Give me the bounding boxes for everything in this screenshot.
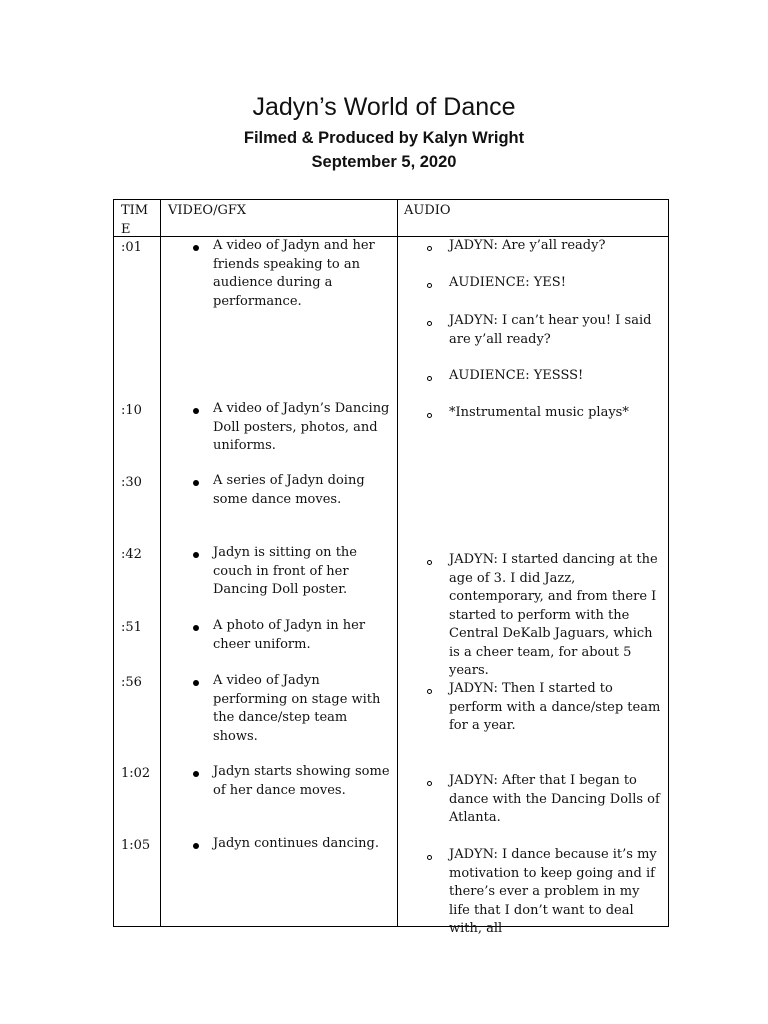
bullet-icon xyxy=(193,771,199,777)
bullet-icon xyxy=(193,552,199,558)
bullet-icon xyxy=(193,480,199,486)
video-item: Jadyn is sitting on the couch in front of her Dancing Doll poster. xyxy=(213,545,357,597)
time-cell: :51 xyxy=(121,620,142,635)
table-border-bottom xyxy=(113,926,669,927)
audio-item: JADYN: Are y’all ready? xyxy=(449,238,606,253)
table-border-left xyxy=(113,199,114,927)
time-cell: :01 xyxy=(121,240,142,255)
audio-item: JADYN: Then I started to perform with a dance/step team for a year. xyxy=(449,681,661,733)
audio-item: JADYN: I can’t hear you! I said are y’all ready? xyxy=(449,313,652,347)
header-audio: AUDIO xyxy=(404,203,451,218)
audio-item: AUDIENCE: YES! xyxy=(449,275,566,290)
document-title: Jadyn’s World of Dance xyxy=(252,93,516,121)
table-column-divider-2 xyxy=(397,199,398,927)
time-cell: :10 xyxy=(121,403,142,418)
video-item: Jadyn continues dancing. xyxy=(213,836,379,851)
video-item: A video of Jadyn’s Dancing Doll posters, photos, and uniforms. xyxy=(213,401,390,453)
header-video: VIDEO/GFX xyxy=(168,203,247,218)
bullet-icon xyxy=(193,625,199,631)
circle-bullet-icon xyxy=(427,689,432,694)
video-item: A photo of Jadyn in her cheer uniform. xyxy=(213,618,366,652)
time-cell: :30 xyxy=(121,475,142,490)
table-border-right xyxy=(668,199,669,927)
video-item: Jadyn starts showing some of her dance moves. xyxy=(213,764,390,798)
video-item: A video of Jadyn performing on stage with the dance/step team shows. xyxy=(213,673,381,744)
time-cell: :42 xyxy=(121,547,142,562)
circle-bullet-icon xyxy=(427,321,432,326)
circle-bullet-icon xyxy=(427,781,432,786)
circle-bullet-icon xyxy=(427,560,432,565)
time-cell: :56 xyxy=(121,675,142,690)
bullet-icon xyxy=(193,408,199,414)
time-cell: 1:05 xyxy=(121,838,151,853)
circle-bullet-icon xyxy=(427,283,432,288)
table-column-divider-1 xyxy=(160,199,161,927)
table-border-top xyxy=(113,199,669,200)
circle-bullet-icon xyxy=(427,855,432,860)
document-date: September 5, 2020 xyxy=(311,153,457,171)
bullet-icon xyxy=(193,245,199,251)
bullet-icon xyxy=(193,843,199,849)
audio-item: AUDIENCE: YESSS! xyxy=(449,368,584,383)
audio-item: JADYN: I dance because it’s my motivation to keep going and if there’s ever a problem in my life that I don’t want to deal with, all xyxy=(449,847,657,936)
circle-bullet-icon xyxy=(427,413,432,418)
header-time: TIM E xyxy=(121,203,149,237)
circle-bullet-icon xyxy=(427,376,432,381)
audio-item: *Instrumental music plays* xyxy=(449,405,629,420)
bullet-icon xyxy=(193,680,199,686)
circle-bullet-icon xyxy=(427,246,432,251)
audio-item: JADYN: After that I began to dance with the Dancing Dolls of Atlanta. xyxy=(449,773,660,825)
video-item: A video of Jadyn and her friends speaking to an audience during a performance. xyxy=(213,238,375,309)
document-credit: Filmed & Produced by Kalyn Wright xyxy=(243,129,525,147)
video-item: A series of Jadyn doing some dance moves. xyxy=(213,473,365,507)
time-cell: 1:02 xyxy=(121,766,151,781)
audio-item: JADYN: I started dancing at the age of 3. I did Jazz, contemporary, and from there I started to perform with the Central DeKalb Jaguars, which is a cheer team, for about 5 years. xyxy=(449,552,658,678)
